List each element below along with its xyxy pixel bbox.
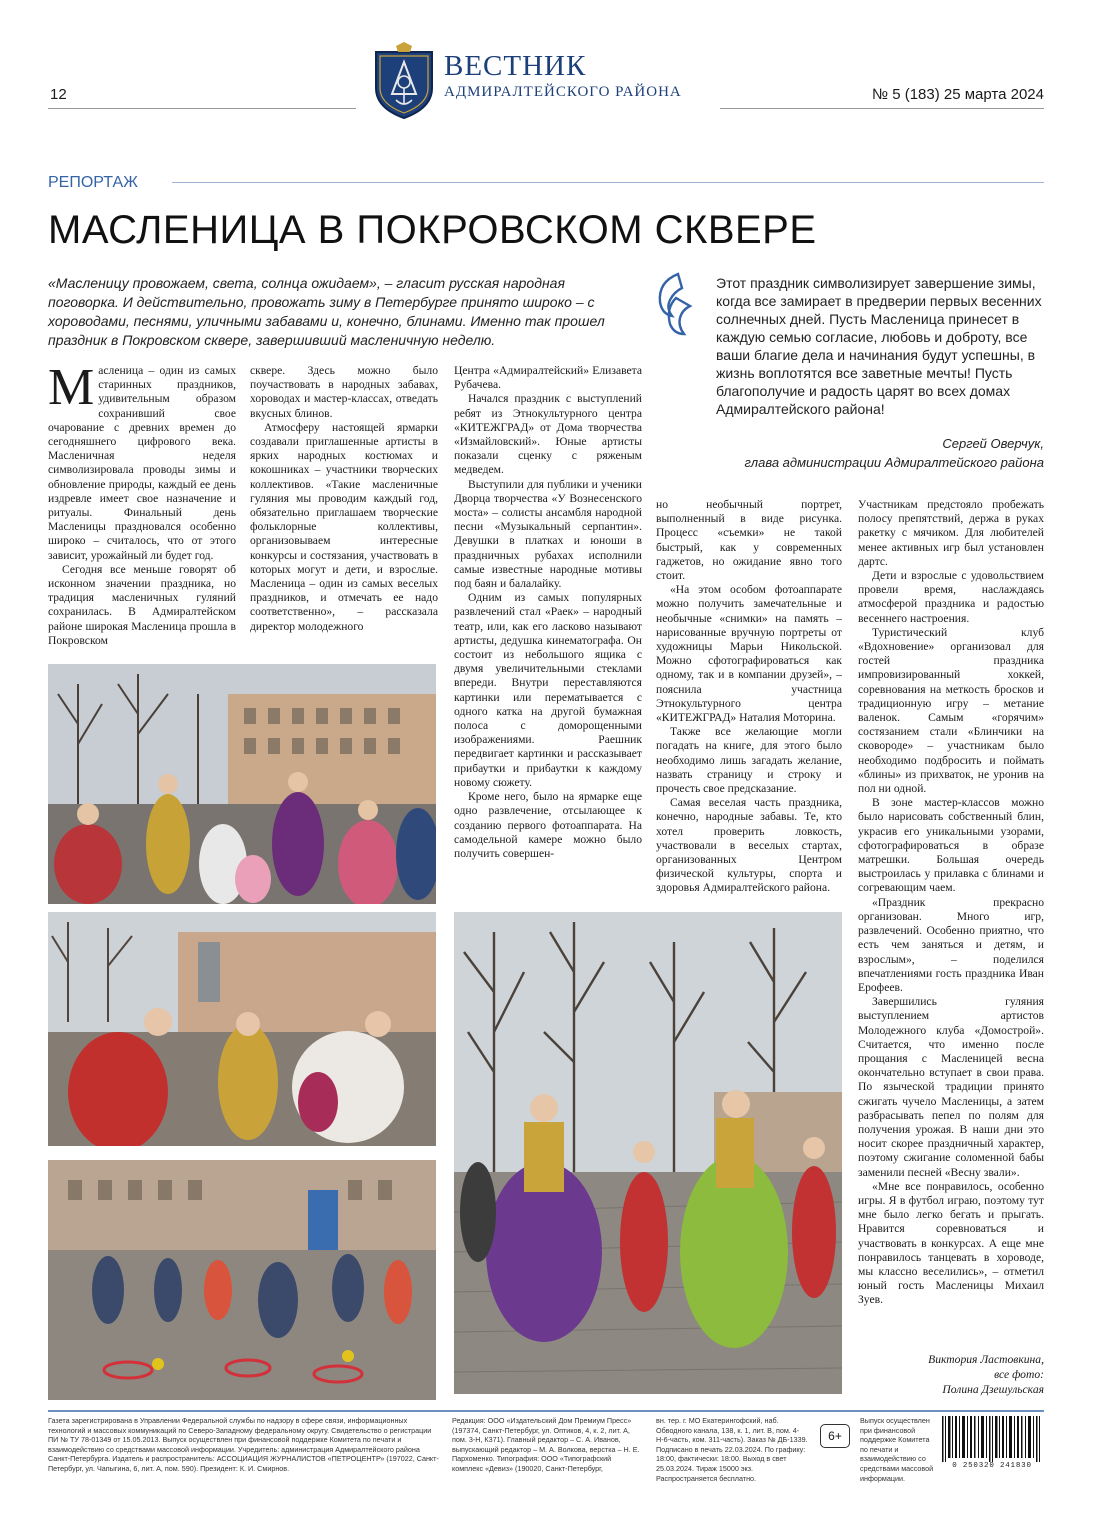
paragraph: Атмосферу настоящей ярмарки создавали приглашенные артисты в ярких народных костюмах и кокошниках – участники творческих коллективов. «Такие масленичные гуляния мы проводим каждый год, обязательно приглашаем творческие фольклорные коллективы, организовываем интересные конкурсы и состязания, участвовать в которых могут и дети, и взрослые. Масленица – один из самых веселых праздников, и отмечать ее надо соответственно», – рассказала директор молодежного (250, 420, 438, 633)
photo-round-dance (48, 664, 436, 904)
quotation-mark-icon (652, 268, 706, 338)
paragraph: Начался праздник с выступлений ребят из Этнокультурного центра «КИТЕЖГРАД» от Дома творчества «Измайловский». Юные артисты показали сценку с ряженым медведем. (454, 392, 642, 477)
footer-editorial-info: Редакция: ООО «Издательский Дом Премиум Пресс» (197374, Санкт-Петербург, ул. Оптиков, 4, к. 2, лит. А, пом. 3-Н, К371). Главный редактор – С. А. Иванов, выпускающий редактор – М. А. Волкова, верстка – Н. Е. Пархоменко. Типография: ООО «Типографский комплекс «Девиз» (190020, Санкт-Петербург, (452, 1416, 640, 1473)
article-lead: «Масленицу провожаем, света, солнца ожидаем», – гласит русская народная поговорка. И действительно, провожать зиму в Петербурге принято широко – с хороводами, песнями, уличными забавами и, конечно, блинами. Именно так прошел праздник в Покровском сквере, завершивший масленичную неделю. (48, 275, 605, 348)
article-column-4 (656, 498, 842, 904)
paragraph: Масленица – один из самых старинных праздников, удивительным образом сохранивший свое очарование с древних времен до сегодняшнего цифрового века. Масленичная неделя символизировала проводы зимы и обновление природы, каждый ее день издревле имеет свое назначение и ритуалы. Финальный день Масленицы праздновался особенно широко – считалось, что от этого зависит, урожайный ли будет год. (48, 364, 236, 562)
barcode-number: 0 250320 241830 (952, 1462, 1032, 1470)
rubric-label: РЕПОРТАЖ (48, 174, 138, 191)
photo-dancers-holding-hands (48, 912, 436, 1146)
quote-author-name: Сергей Оверчук, (942, 436, 1044, 451)
paragraph: «Мне все понравилось, особенно игры. Я в футбол играю, поэтому тут мне было легко бегать и прыгать. Нравится соревноваться и участвовать в конкурсах. А еще мне понравилось танцевать в хороводе, мы классно веселились», – отметил юный гость Масленицы Михаил Зуев. (858, 1179, 1044, 1307)
masthead (0, 0, 1100, 120)
article-column-1 (48, 364, 236, 656)
paragraph: но необычный портрет, выполненный в виде рисунка. Процесс «съемки» не такой быстрый, как у современных гаджетов, но ожидание явно того стоит. (656, 498, 842, 583)
article-column-3 (454, 364, 642, 904)
masthead-rule-right (720, 108, 1044, 109)
masthead-rule-left (48, 108, 356, 109)
photo-credit-label: все фото: (994, 1368, 1044, 1381)
footer-rule (48, 1410, 1044, 1412)
photo-street-games (48, 1160, 436, 1400)
paragraph: Сегодня все меньше говорят об исконном значении праздника, но традиция масленичных гуляний сохранилась. В Адмиралтейском районе широкая Масленица прошла в Покровском (48, 562, 236, 647)
footer-support-info: Выпуск осуществлен при финансовой поддержке Комитета по печати и взаимодействию со средствами массовой информации. (860, 1416, 934, 1483)
page-number: 12 (50, 86, 67, 103)
paragraph: «Праздник прекрасно организован. Много игр, развлечений. Особенно приятно, что есть чем заняться и детям, и взрослым», – поделился впечатлениями гость праздника Иван Ерофеев. (858, 895, 1044, 994)
issue-info: № 5 (183) 25 марта 2024 (871, 86, 1044, 103)
quote-attribution (700, 434, 1044, 472)
paragraph: В зоне мастер-классов можно было нарисовать собственный блин, украсив его уникальными узорами, сфотографироваться в образе матрешки. Большая очередь выстроилась у прилавка с блинами и согревающим чаем. (858, 796, 1044, 895)
paragraph: Одним из самых популярных развлечений стал «Раек» – народный театр, или, как его ласково называют артисты, дедушка кинематографа. Он состоит из небольшого ящика с двумя увеличительными стеклами впереди. Внутри переставляются картинки или перематывается с одного катка на другой бумажная полоса с доморощенными изображениями. Раешник передвигает картинки и рассказывает прибаутки и прибаутки к каждому новому сюжету. (454, 591, 642, 789)
footer-print-info: вн. тер. г. МО Екатерингофский, наб. Обводного канала, 138, к. 1, лит. В, пом. 4-Н-6-часть, ком. 311-часть). Заказ № ДБ-1339. Подписано в печать 22.03.2024. По графику: 18:00, фактически: 18:00. Выход в свет 25.03.2024. Тираж 15000 экз. Распространяется бесплатно. (656, 1416, 808, 1483)
age-rating-badge: 6+ (820, 1424, 850, 1448)
barcode-icon (940, 1416, 1044, 1462)
photo-folk-dancers (454, 912, 842, 1394)
newspaper-title: ВЕСТНИК (444, 50, 587, 82)
drop-cap: М (48, 364, 95, 416)
article-credits (844, 1352, 1044, 1397)
article-column-2 (250, 364, 438, 656)
footer-registration-info: Газета зарегистрирована в Управлении Федеральной службы по надзору в сфере связи, информационных технологий и массовых коммуникаций по Северо-Западному федеральному округу. Свидетельство о регистрации ПИ № ТУ 78-01349 от 15.05.2013. Выпуск осуществлен при финансовой поддержке Комитета по печати и взаимодействию со средствами массовой информации. Учредитель: администрация Адмиралтейского района Санкт-Петербурга. Издатель и распространитель: АССОЦИАЦИЯ ЖУРНАЛИСТОВ «ПЕТРОЦЕНТР» (197022, Санкт-Петербург, ул. Чапыгина, 6, лит. А, пом. 590). Президент: К. И. Смирнов. (48, 1416, 439, 1473)
paragraph: сквере. Здесь можно было поучаствовать в народных забавах, хороводах и мастер-классах, отведать вкусных блинов. (250, 364, 438, 420)
newspaper-subtitle: АДМИРАЛТЕЙСКОГО РАЙОНА (444, 84, 682, 100)
quote-author-role: глава администрации Адмиралтейского района (744, 455, 1044, 470)
paragraph: Дети и взрослые с удовольствием провели время, наслаждаясь атмосферой праздника и радостью весеннего настроения. (858, 569, 1044, 625)
rubric-rule (172, 182, 1044, 183)
article-headline: МАСЛЕНИЦА В ПОКРОВСКОМ СКВЕРЕ (48, 208, 817, 252)
paragraph: Туристический клуб «Вдохновение» организовал для гостей праздника импровизированный хоккей, соревнования на меткость бросков и традиционную игру – метание валенок. Самым «горячим» состязанием стали «Блинчики на сковороде» – участникам было необходимо подбросить и поймать «блины» из прихваток, не уронив на пол ни одной. (858, 625, 1044, 796)
author-name: Виктория Ластовкина, (928, 1353, 1044, 1366)
paragraph: Также все желающие могли погадать на книге, для этого было необходимо лишь загадать желание, назвать страницу и строку и прочесть свое предсказание. (656, 725, 842, 796)
paragraph: Выступили для публики и ученики Дворца творчества «У Вознесенского моста» – солисты ансамбля народной песни «Музыкальный серпантин». Девушки в платках и юноши в праздничных рубахах исполнили самые известные народные мотивы под баян и балалайку. (454, 477, 642, 591)
quote-text: Этот праздник символизирует завершение зимы, когда все замирает в предверии первых весенних солнечных дней. Пусть Масленица принесет в каждую семью согласие, любовь и доброту, все ваши благие дела и начинания будут успешны, в жизнь воплотятся все заветные мечты! Пусть благополучие и радость царят во всех домах Адмиралтейского района! (716, 275, 1042, 417)
district-emblem-shield-icon (372, 42, 436, 120)
paragraph: Самая веселая часть праздника, конечно, народные забавы. Те, кто хотел проверить ловкость, участвовали в веселых стартах, организованных Центром физической культуры, спорта и здоровья Адмиралтейского района. (656, 796, 842, 895)
paragraph: Завершились гуляния выступлением артистов Молодежного клуба «Домострой». Считается, что именно после прощания с Масленицей весна окончательно вступает в свои права. По языческой традиции принято сжигать чучело Масленицы, а затем разбрасывать пепел по полям для получения урожая. В наши дни это носит скорее праздничный характер, поэтому сжигание соломенной бабы заменили песней «Весну звали». (858, 995, 1044, 1179)
article-column-5 (858, 498, 1044, 1346)
paragraph: Центра «Адмиралтейский» Елизавета Рубачева. (454, 364, 642, 392)
photographer-name: Полина Дзешульская (942, 1383, 1044, 1396)
paragraph: Участникам предстояло пробежать полосу препятствий, держа в руках ракетку с мячиком. Для любителей менее активных игр был установлен дартс. (858, 498, 1044, 568)
paragraph: «На этом особом фотоаппарате можно получить замечательные и необычные «снимки» на память – нарисованные вручную портреты от художницы Марьи Никольской. Можно сфотографироваться как одному, так и в компании друзей», – пояснила участница Этнокультурного центра «КИТЕЖГРАД» Наталия Моторина. (656, 583, 842, 725)
paragraph: Кроме него, было на ярмарке еще одно развлечение, отсылающее к созданию первого фотоаппарата. На самодельной камере можно было получить совершен- (454, 790, 642, 860)
